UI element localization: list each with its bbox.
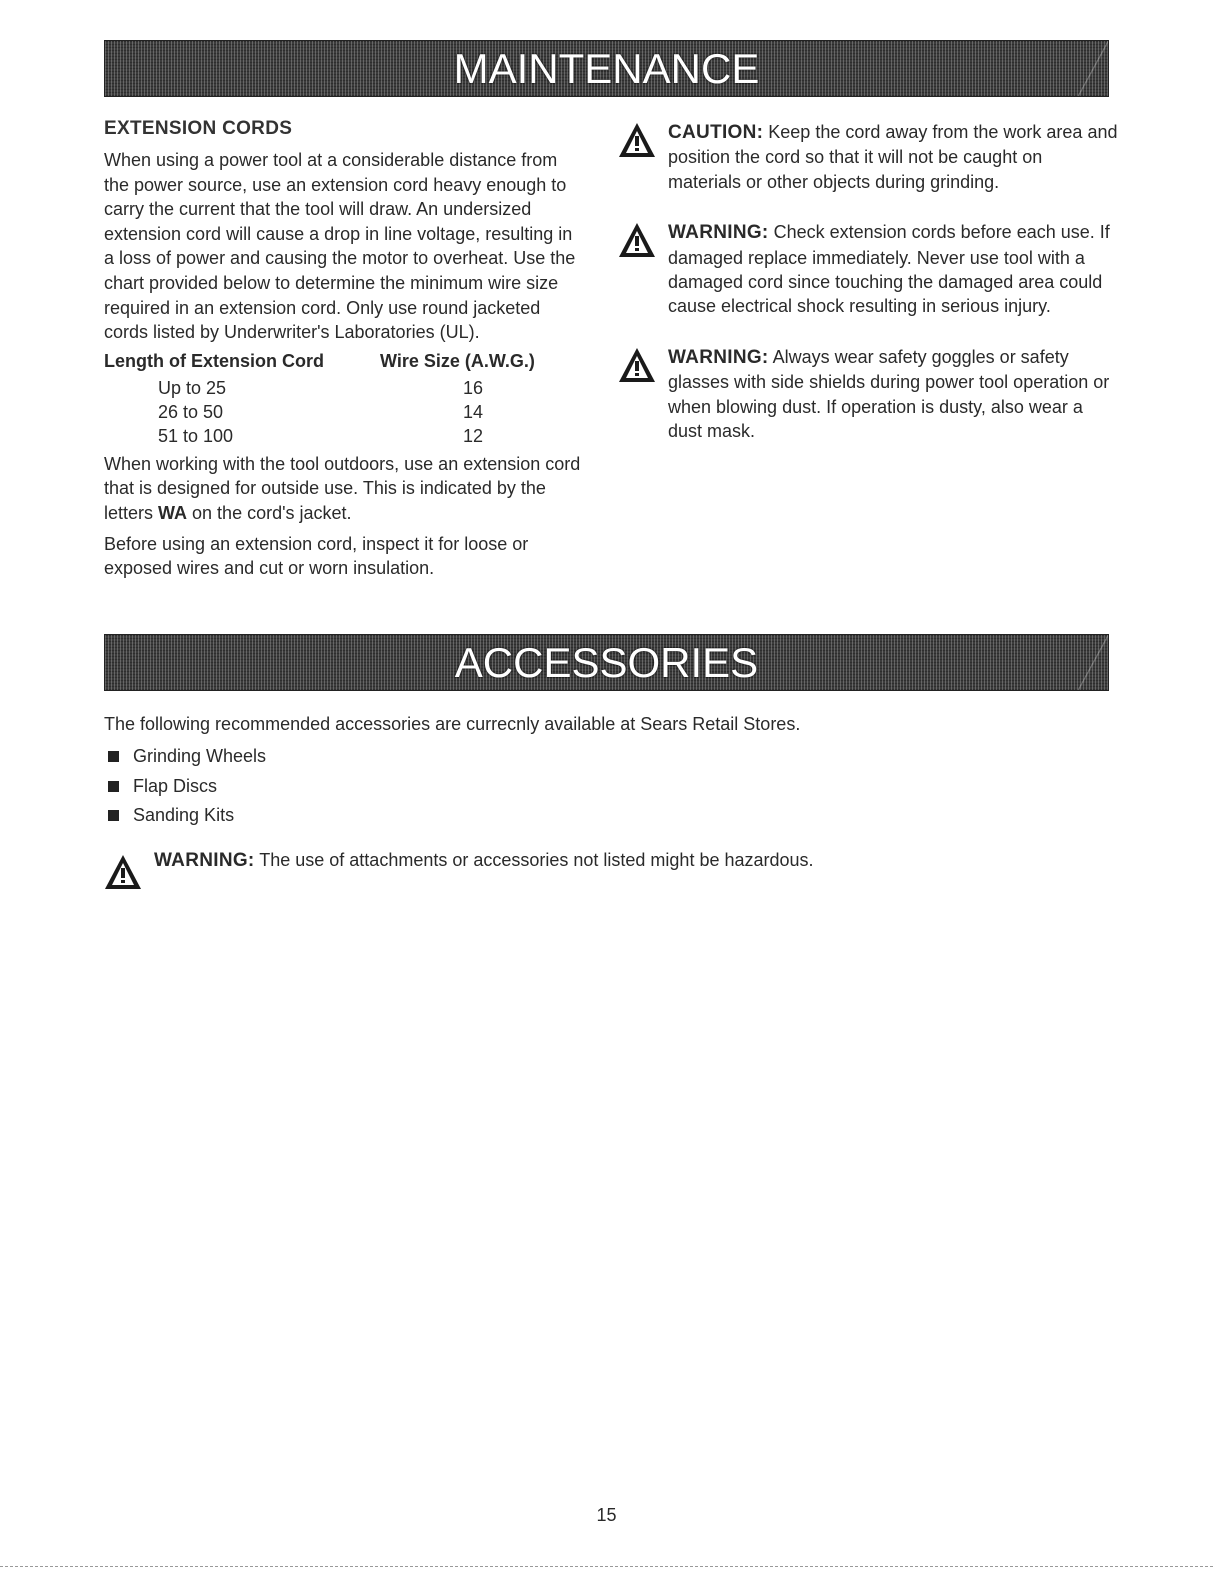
warning-notice [618,345,1118,444]
wire-size-cell: 14 [463,401,484,422]
page-number: 15 [596,1505,617,1525]
list-item [104,772,1109,802]
warning-label: WARNING: [154,850,255,871]
caution-notice [618,120,1118,194]
outdoor-use-text-end: on the cord's jacket. [187,502,352,523]
cord-table-header-length: Length of Extension Cord [104,350,324,371]
cord-table-header [104,351,584,372]
cord-table [104,376,584,448]
list-item [104,801,1109,831]
accessory-label: Flap Discs [133,775,218,796]
accessory-label: Sanding Kits [133,805,235,825]
wire-size-cell: 16 [463,377,484,398]
warning-text: Always wear safety goggles or safety glasses with side shields during power tool operation or when blowing dust. If operation is dusty, also wear a dust mask. [668,346,1110,442]
list-item [104,742,1109,772]
warning-text: Check extension cords before each use. If damaged replace immediately. Never use tool with a damaged cord since touching the damaged area could cause electrical shock resulting in serious injury. [668,222,1110,317]
cord-length-cell: Up to 25 [158,377,227,398]
warning-triangle-icon [618,122,656,158]
table-row [104,376,584,400]
accessories-intro: The following recommended accessories are currecnly available at Sears Retail Stores. [104,714,801,734]
extension-cords-section [104,118,584,587]
maintenance-banner-title: MAINTENANCE [453,44,760,92]
extension-cords-heading: EXTENSION CORDS [104,118,293,139]
table-row [104,400,584,424]
cord-table-header-wire: Wire Size (A.W.G.) [380,350,535,371]
square-bullet-icon [108,781,119,792]
accessories-banner [104,634,1109,691]
cord-length-cell: 51 to 100 [158,425,234,446]
wa-letters: WA [158,502,188,523]
warning-triangle-icon [104,854,142,890]
caution-label: CAUTION: [668,122,764,143]
bottom-divider [0,1566,1213,1567]
accessories-banner-title: ACCESSORIES [454,638,759,686]
warning-triangle-icon [618,347,656,383]
cord-length-cell: 26 to 50 [158,401,224,422]
square-bullet-icon [108,810,119,821]
maintenance-banner [104,40,1109,97]
safety-notices [618,120,1118,469]
extension-cords-paragraph: When using a power tool at a considerable distance from the power source, use an extension cord heavy enough to carry the current that the tool will draw. An undersized extension cord will cause a drop in line voltage, resulting in a loss of power and causing the motor to overheat. Use the chart provided below to determine the minimum wire size required in an extension cord. Only use round jacketed cords listed by Underwriter's Laboratories (UL). [104,150,576,343]
warning-triangle-icon [618,222,656,258]
accessories-warning [104,848,1154,873]
caution-text: Keep the cord away from the work area and position the cord so that it will not be caught on materials or other objects during grinding. [668,122,1118,192]
warning-text: The use of attachments or accessories not listed might be hazardous. [254,850,814,870]
warning-label: WARNING: [668,346,769,368]
outdoor-use-paragraph [104,452,584,526]
wire-size-cell: 12 [463,425,484,446]
table-row [104,424,584,448]
warning-notice [618,220,1118,319]
warning-label: WARNING: [668,222,769,244]
inspect-cord-paragraph: Before using an extension cord, inspect it for loose or exposed wires and cut or worn insulation. [104,533,529,579]
accessories-section [104,712,1109,831]
accessory-label: Grinding Wheels [133,746,267,766]
square-bullet-icon [108,751,119,762]
outdoor-use-text: When working with the tool outdoors, use an extension cord that is designed for outside use. This is indicated by the letters [104,453,581,523]
